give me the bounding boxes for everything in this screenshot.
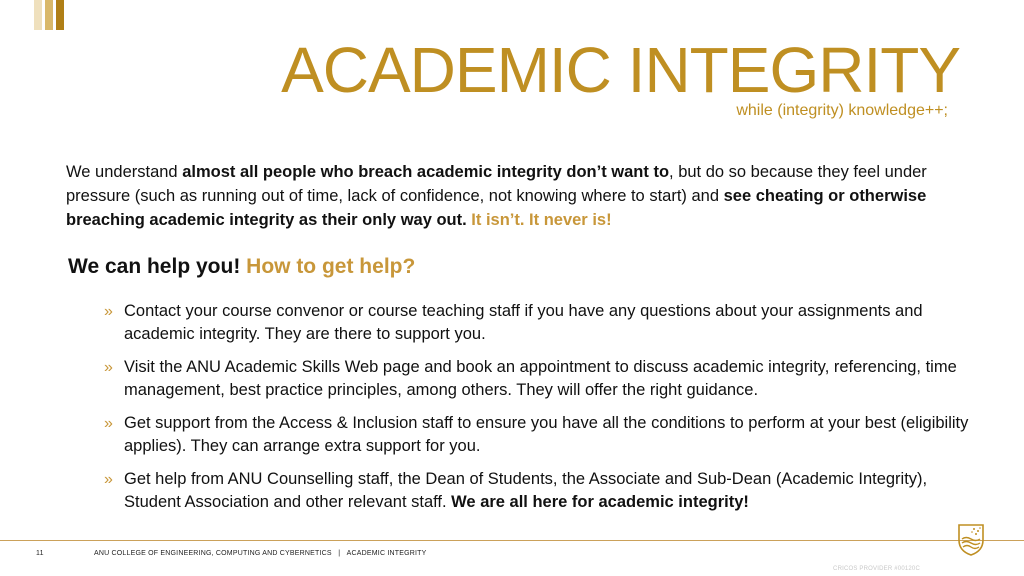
intro-text-2: , but do so because they feel under pressure (such as running out of time, lack of confidence, not knowing where to start) and: [66, 163, 927, 205]
intro-bold-1: almost all people who breach academic integrity don’t want to: [182, 163, 670, 181]
page-subtitle: while (integrity) knowledge++;: [736, 102, 948, 119]
chevron-right-icon: »: [104, 415, 113, 432]
intro-paragraph: [66, 160, 966, 232]
chevron-right-icon: »: [104, 359, 113, 376]
chevron-right-icon: »: [104, 303, 113, 320]
anu-crest-icon: [956, 522, 986, 556]
page-title: ACADEMIC INTEGRITY: [281, 34, 960, 106]
page-number: 11: [36, 550, 44, 557]
help-heading-text: We can help you!: [68, 255, 241, 278]
intro-gold-1: It isn’t.: [466, 211, 525, 229]
cricos-code: CRICOS PROVIDER #00120C: [833, 566, 920, 572]
list-item: [104, 468, 984, 514]
list-item-text: Visit the ANU Academic Skills Web page and book an appointment to discuss academic integrity, referencing, time management, best practice principles, among others. They will offer the right guidance.: [124, 358, 957, 399]
bar-light: [34, 0, 42, 30]
intro-text-1: We understand: [66, 163, 183, 181]
bar-dark: [56, 0, 64, 30]
footer-separator: |: [338, 550, 341, 557]
footer-divider: [0, 540, 1024, 541]
bar-mid: [45, 0, 53, 30]
list-item-text: Contact your course convenor or course teaching staff if you have any questions about your assignments and academic integrity. They are there to support you.: [124, 302, 923, 343]
list-item: [104, 356, 984, 402]
intro-gold-2: It never is!: [524, 211, 612, 229]
chevron-right-icon: »: [104, 471, 113, 488]
list-item: [104, 412, 984, 458]
intro-bold-2: see cheating or otherwise breaching academic integrity as their only way out.: [66, 187, 927, 229]
decorative-bars-icon: [34, 0, 64, 30]
help-heading: [68, 255, 415, 279]
list-item-bold: We are all here for academic integrity!: [451, 493, 749, 511]
list-item-text: Get help from ANU Counselling staff, the Dean of Students, the Associate and Sub-Dean (Academic Integrity), Student Association and other relevant staff.: [124, 470, 928, 511]
list-item: [104, 300, 984, 346]
footer-college: ANU COLLEGE OF ENGINEERING, COMPUTING AND CYBERNETICS: [94, 550, 332, 557]
slide-footer: [36, 550, 426, 557]
footer-section: ACADEMIC INTEGRITY: [346, 550, 427, 557]
help-heading-gold: How to get help?: [246, 255, 416, 278]
help-list: [104, 300, 984, 524]
list-item-text: Get support from the Access & Inclusion staff to ensure you have all the conditions to perform at your best (eligibility applies). They can arrange extra support for you.: [124, 414, 969, 455]
